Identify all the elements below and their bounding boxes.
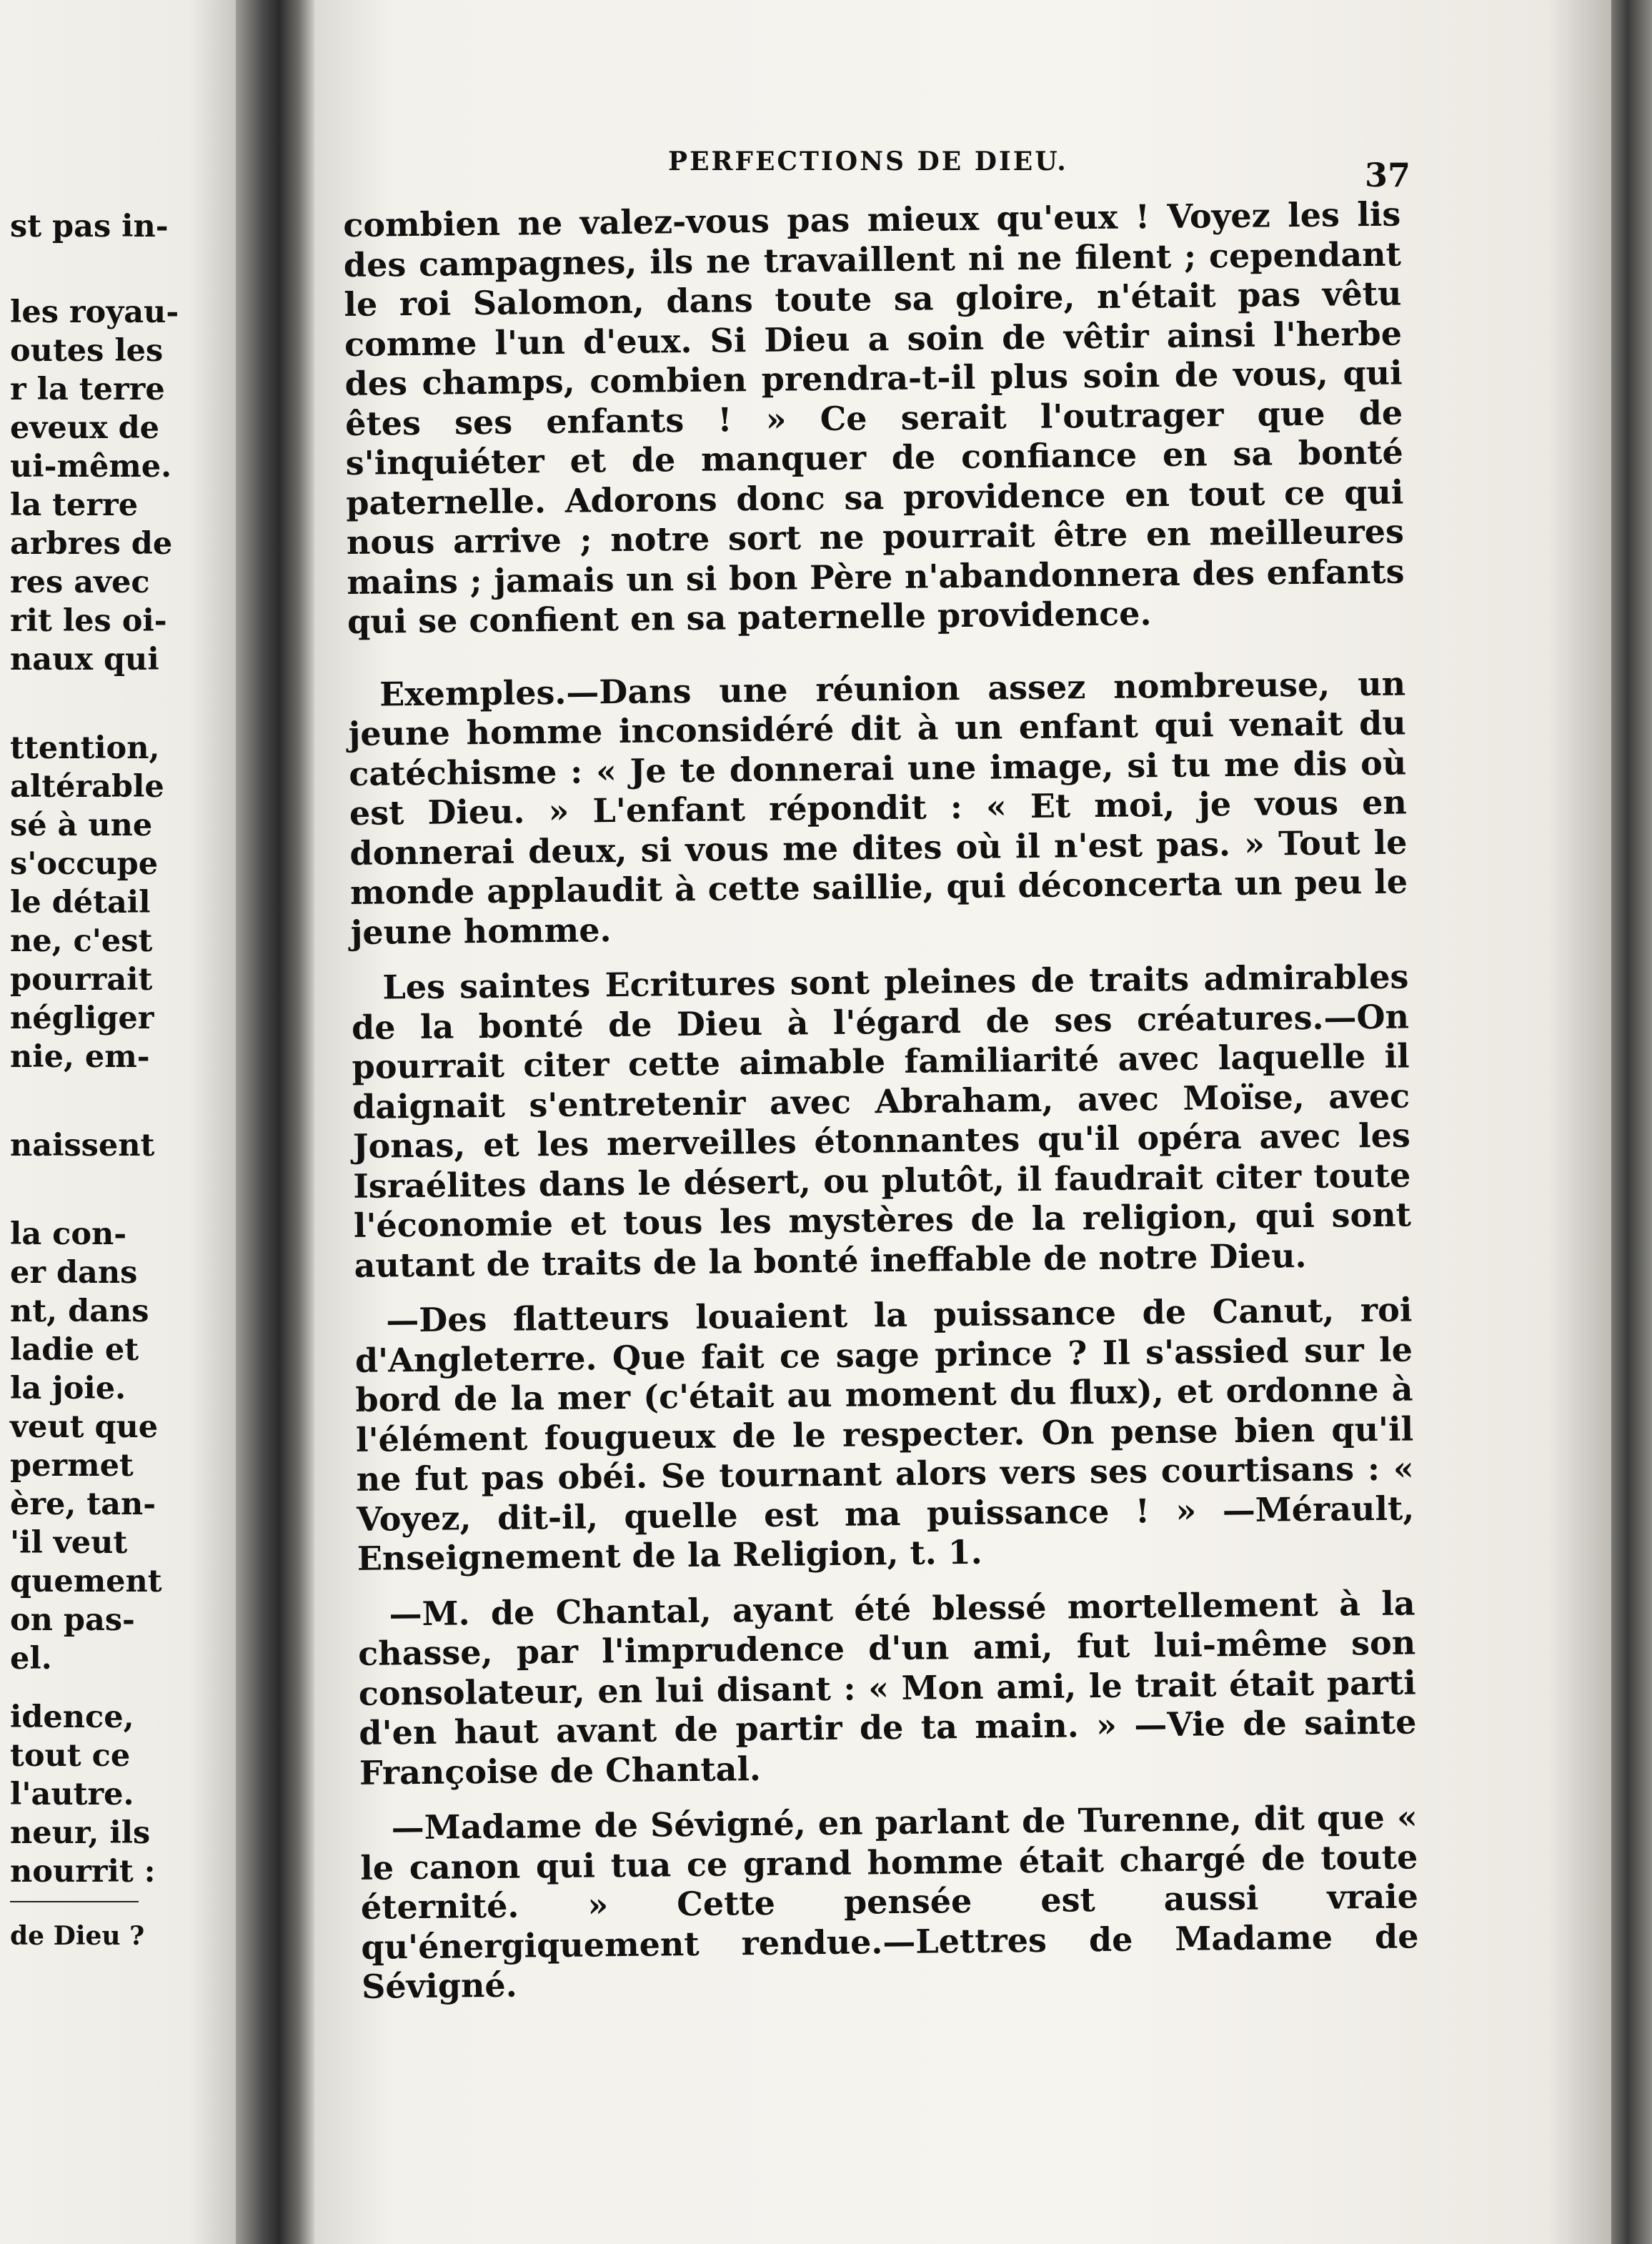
paragraph: combien ne valez-vous pas mieux qu'eux ! Voyez les lis des campagnes, ils ne travaillent ni ne filent ; cependant le roi Salomon, dans toute sa gloire, n'était pas vêtu comme l'un d'eux. Si Dieu a soin de vêtir ainsi l'herbe des champs, combien prendra-t-il plus soin de vous, qui êtes ses enfants ! » Ce serait l'outrager que de s'inquiéter et de manquer de confiance en sa bonté paternelle. Adorons donc sa providence en tout ce qui nous arrive ; notre sort ne pourrait être en meilleures mains ; jamais un si bon Père n'abandonnera des enfants qui se confient en sa paternelle providence. — [343, 194, 1405, 641]
left-fragment: eveux de — [10, 410, 159, 446]
left-fragment: ne, c'est — [10, 923, 153, 959]
left-fragment: la joie. — [10, 1371, 126, 1406]
left-fragment: er dans — [10, 1255, 138, 1291]
left-fragment: nie, em- — [10, 1039, 150, 1075]
page-number: 37 — [1365, 156, 1411, 194]
book-gutter — [236, 0, 314, 2244]
left-fragment: on pas- — [10, 1602, 135, 1638]
left-fragment: tout ce — [10, 1738, 131, 1774]
left-facing-page — [0, 0, 236, 2244]
left-fragment: ui-même. — [10, 449, 172, 485]
left-fragment: les royau- — [10, 294, 179, 330]
left-fragment: idence, — [10, 1699, 134, 1735]
left-fragment: nt, dans — [10, 1294, 149, 1329]
left-fragment: r la terre — [10, 372, 165, 407]
left-fragment: rit les oi- — [10, 603, 167, 639]
left-fragment: ère, tan- — [10, 1486, 156, 1522]
left-fragment: la terre — [10, 487, 139, 523]
left-fragment: naissent — [10, 1128, 155, 1163]
left-fragment: el. — [10, 1641, 52, 1677]
left-fragment: l'autre. — [10, 1777, 134, 1812]
page-edge — [1611, 0, 1652, 2244]
footnote-rule — [10, 1901, 139, 1902]
body-text — [343, 195, 1419, 2007]
left-footnote: de Dieu ? — [10, 1921, 145, 1951]
paragraph: Les saintes Ecritures sont pleines de traits admirables de la bonté de Dieu à l'égard de ses créatures.—On pourrait citer cette aimable familiarité avec laquelle il daignait s'entretenir avec Abraham, avec Moïse, avec Jonas, et les merveilles étonnantes qu'il opéra avec les Israélites dans le désert, ou plutôt, il faudrait citer toute l'économie et tous les mystères de la religion, qui sont autant de traits de la bonté ineffable de notre Dieu. — [351, 957, 1412, 1285]
paragraph: —Des flatteurs louaient la puissance de Canut, roi d'Angleterre. Que fait ce sage prince ? Il s'assied sur le bord de la mer (c'était au moment du flux), et ordonne à l'élément fougueux de le respecter. On pense bien qu'il ne fut pas obéi. Se tournant alors vers ses courtisans : « Voyez, dit-il, quelle est ma puissance ! » —Mérault, Enseignement de la Religion, t. 1. — [354, 1290, 1415, 1578]
running-head: PERFECTIONS DE DIEU. — [668, 147, 1068, 177]
left-fragment: res avec — [10, 565, 150, 600]
left-fragment: la con- — [10, 1216, 127, 1252]
left-fragment: veut que — [10, 1409, 159, 1445]
left-fragment: permet — [10, 1448, 134, 1484]
paragraph-examples: Exemples.—Dans une réunion assez nombreuse, un jeune homme inconsidéré dit à un enfant qui venait du catéchisme : « Je te donnerai une image, si tu me dis où est Dieu. » L'enfant répondit : « Et moi, je vous en donnerai deux, si vous me dites où il n'est pas. » Tout le monde applaudit à cette saillie, qui déconcerta un peu le jeune homme. — [348, 663, 1408, 952]
left-fragment: ttention, — [10, 730, 160, 766]
left-fragment: s'occupe — [10, 846, 159, 882]
left-fragment: 'il veut — [10, 1525, 128, 1561]
left-fragment: quement — [10, 1564, 162, 1599]
paragraph: —M. de Chantal, ayant été blessé mortellement à la chasse, par l'imprudence d'un ami, fut lui-même son consolateur, en lui disant : « Mon ami, le trait était parti d'en haut avant de partir de ta main. » —Vie de sainte Françoise de Chantal. — [357, 1583, 1417, 1792]
paragraph: —Madame de Sévigné, en parlant de Turenne, dit que « le canon qui tua ce grand homme était chargé de toute éternité. » Cette pensée est aussi vraie qu'énergiquement rendue.—Lettres de Madame de Sévigné. — [360, 1797, 1419, 2006]
left-fragment: outes les — [10, 333, 164, 369]
left-fragment: nourrit : — [10, 1854, 156, 1890]
left-fragment: négliger — [10, 1001, 154, 1036]
left-fragment: naux qui — [10, 642, 159, 677]
left-fragment: ladie et — [10, 1332, 139, 1368]
left-fragment: neur, ils — [10, 1815, 151, 1851]
left-fragment: arbres de — [10, 526, 173, 562]
left-fragment: le détail — [10, 885, 151, 920]
left-fragment: st pas in- — [10, 209, 169, 244]
left-fragment: sé à une — [10, 808, 153, 843]
left-fragment: pourrait — [10, 962, 153, 998]
left-fragment: altérable — [10, 769, 164, 805]
